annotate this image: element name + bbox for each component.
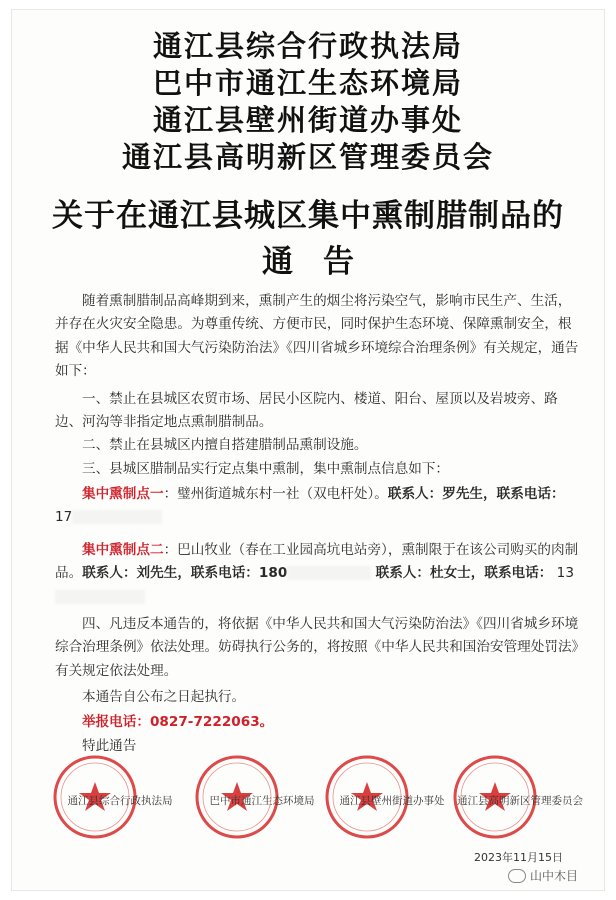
point-2-contact-2: 联系人：杜女士，联系电话： (375, 565, 553, 582)
intro-text: 随着熏制腊制品高峰期到来，熏制产生的烟尘将污染空气，影响市民生产、生活，并存在火灾安全隐患。为尊重传统、方便市民，同时保护生态环境、保障熏制安全，根据《中华人民共和国大气污染防治法》《四川省城乡环境综合治理条例》有关规定，通告如下： (55, 293, 579, 379)
point-1-label: 集中熏制点一 (82, 486, 164, 502)
point-2-contact-1: 联系人：刘先生，联系电话： (82, 565, 259, 582)
signatory-2 (192, 752, 322, 842)
item-1 (55, 388, 580, 435)
issuer-line: 通江县高明新区管理委员会 (121, 140, 494, 174)
redacted-phone (72, 510, 162, 524)
signatory-name: 通江县高明新区管理委员会 (457, 795, 583, 807)
seal-row (40, 752, 600, 847)
point-2 (55, 539, 580, 609)
redacted-phone (55, 590, 145, 604)
issuer-block (0, 28, 616, 176)
notice-date: 2023年11月15日 (474, 851, 563, 864)
point-2-text: ：巴山牧业（春在工业园高坑电站旁），熏制限于在该公司购买的肉制品。 (55, 542, 579, 582)
signatory-1 (50, 752, 180, 842)
signatory-4 (450, 752, 583, 842)
item-2 (55, 434, 580, 457)
point-1 (55, 483, 580, 530)
issuer-line: 巴中市通江生态环境局 (152, 66, 463, 100)
issuer-line: 通江县壁州街道办事处 (152, 103, 463, 137)
redacted-phone (287, 566, 371, 580)
signatory-name: 巴中市通江生态环境局 (209, 795, 315, 807)
point-2-phone-2: 13 (556, 565, 574, 582)
item-4 (55, 613, 580, 683)
effective-text: 本通告自公布之日起执行。 (82, 689, 246, 705)
point-1-phone: 17 (55, 509, 73, 526)
effective-line (55, 686, 580, 709)
wechat-icon (508, 869, 526, 883)
item-3-text: 三、县城区腊制品实行定点集中熏制，集中熏制点信息如下： (82, 461, 450, 477)
signatory-name: 通江县壁州街道办事处 (339, 795, 445, 807)
report-phone: 举报电话：0827-7222063。 (82, 714, 274, 730)
item-1-text: 一、禁止在县城区农贸市场、居民小区院内、楼道、阳台、屋顶以及岩坡旁、路边、河沟等非指定地点熏制腊制品。 (55, 391, 558, 431)
point-2-phone-1: 180 (258, 565, 288, 582)
item-2-text: 二、禁止在县城区内擅自搭建腊制品熏制设施。 (82, 437, 368, 453)
point-1-contact: 联系人：罗先生，联系电话： (387, 486, 565, 502)
notice-title: 关于在通江县城区集中熏制腊制品的 (52, 198, 564, 234)
issuer-line: 通江县综合行政执法局 (152, 29, 463, 63)
notice-title-2: 通告 (262, 244, 384, 280)
watermark-text: 山中木目 (530, 869, 579, 883)
signatory-name: 通江县综合行政执法局 (67, 795, 173, 807)
closing-text: 特此通告 (82, 738, 137, 754)
report-line (55, 711, 580, 734)
intro-paragraph (55, 290, 580, 383)
item-3 (55, 458, 580, 481)
point-2-label: 集中熏制点二 (82, 542, 164, 558)
item-4-text: 四、凡违反本通告的，将依据《中华人民共和国大气污染防治法》《四川省城乡环境综合治理条例》依法处理。妨碍执行公务的，将按照《中华人民共和国治安管理处罚法》有关规定依法处理。 (55, 616, 579, 679)
signatory-3 (322, 752, 452, 842)
point-1-text: ：璧州街道城东村一社（双电杆处）。 (163, 486, 388, 502)
watermark (508, 867, 578, 884)
